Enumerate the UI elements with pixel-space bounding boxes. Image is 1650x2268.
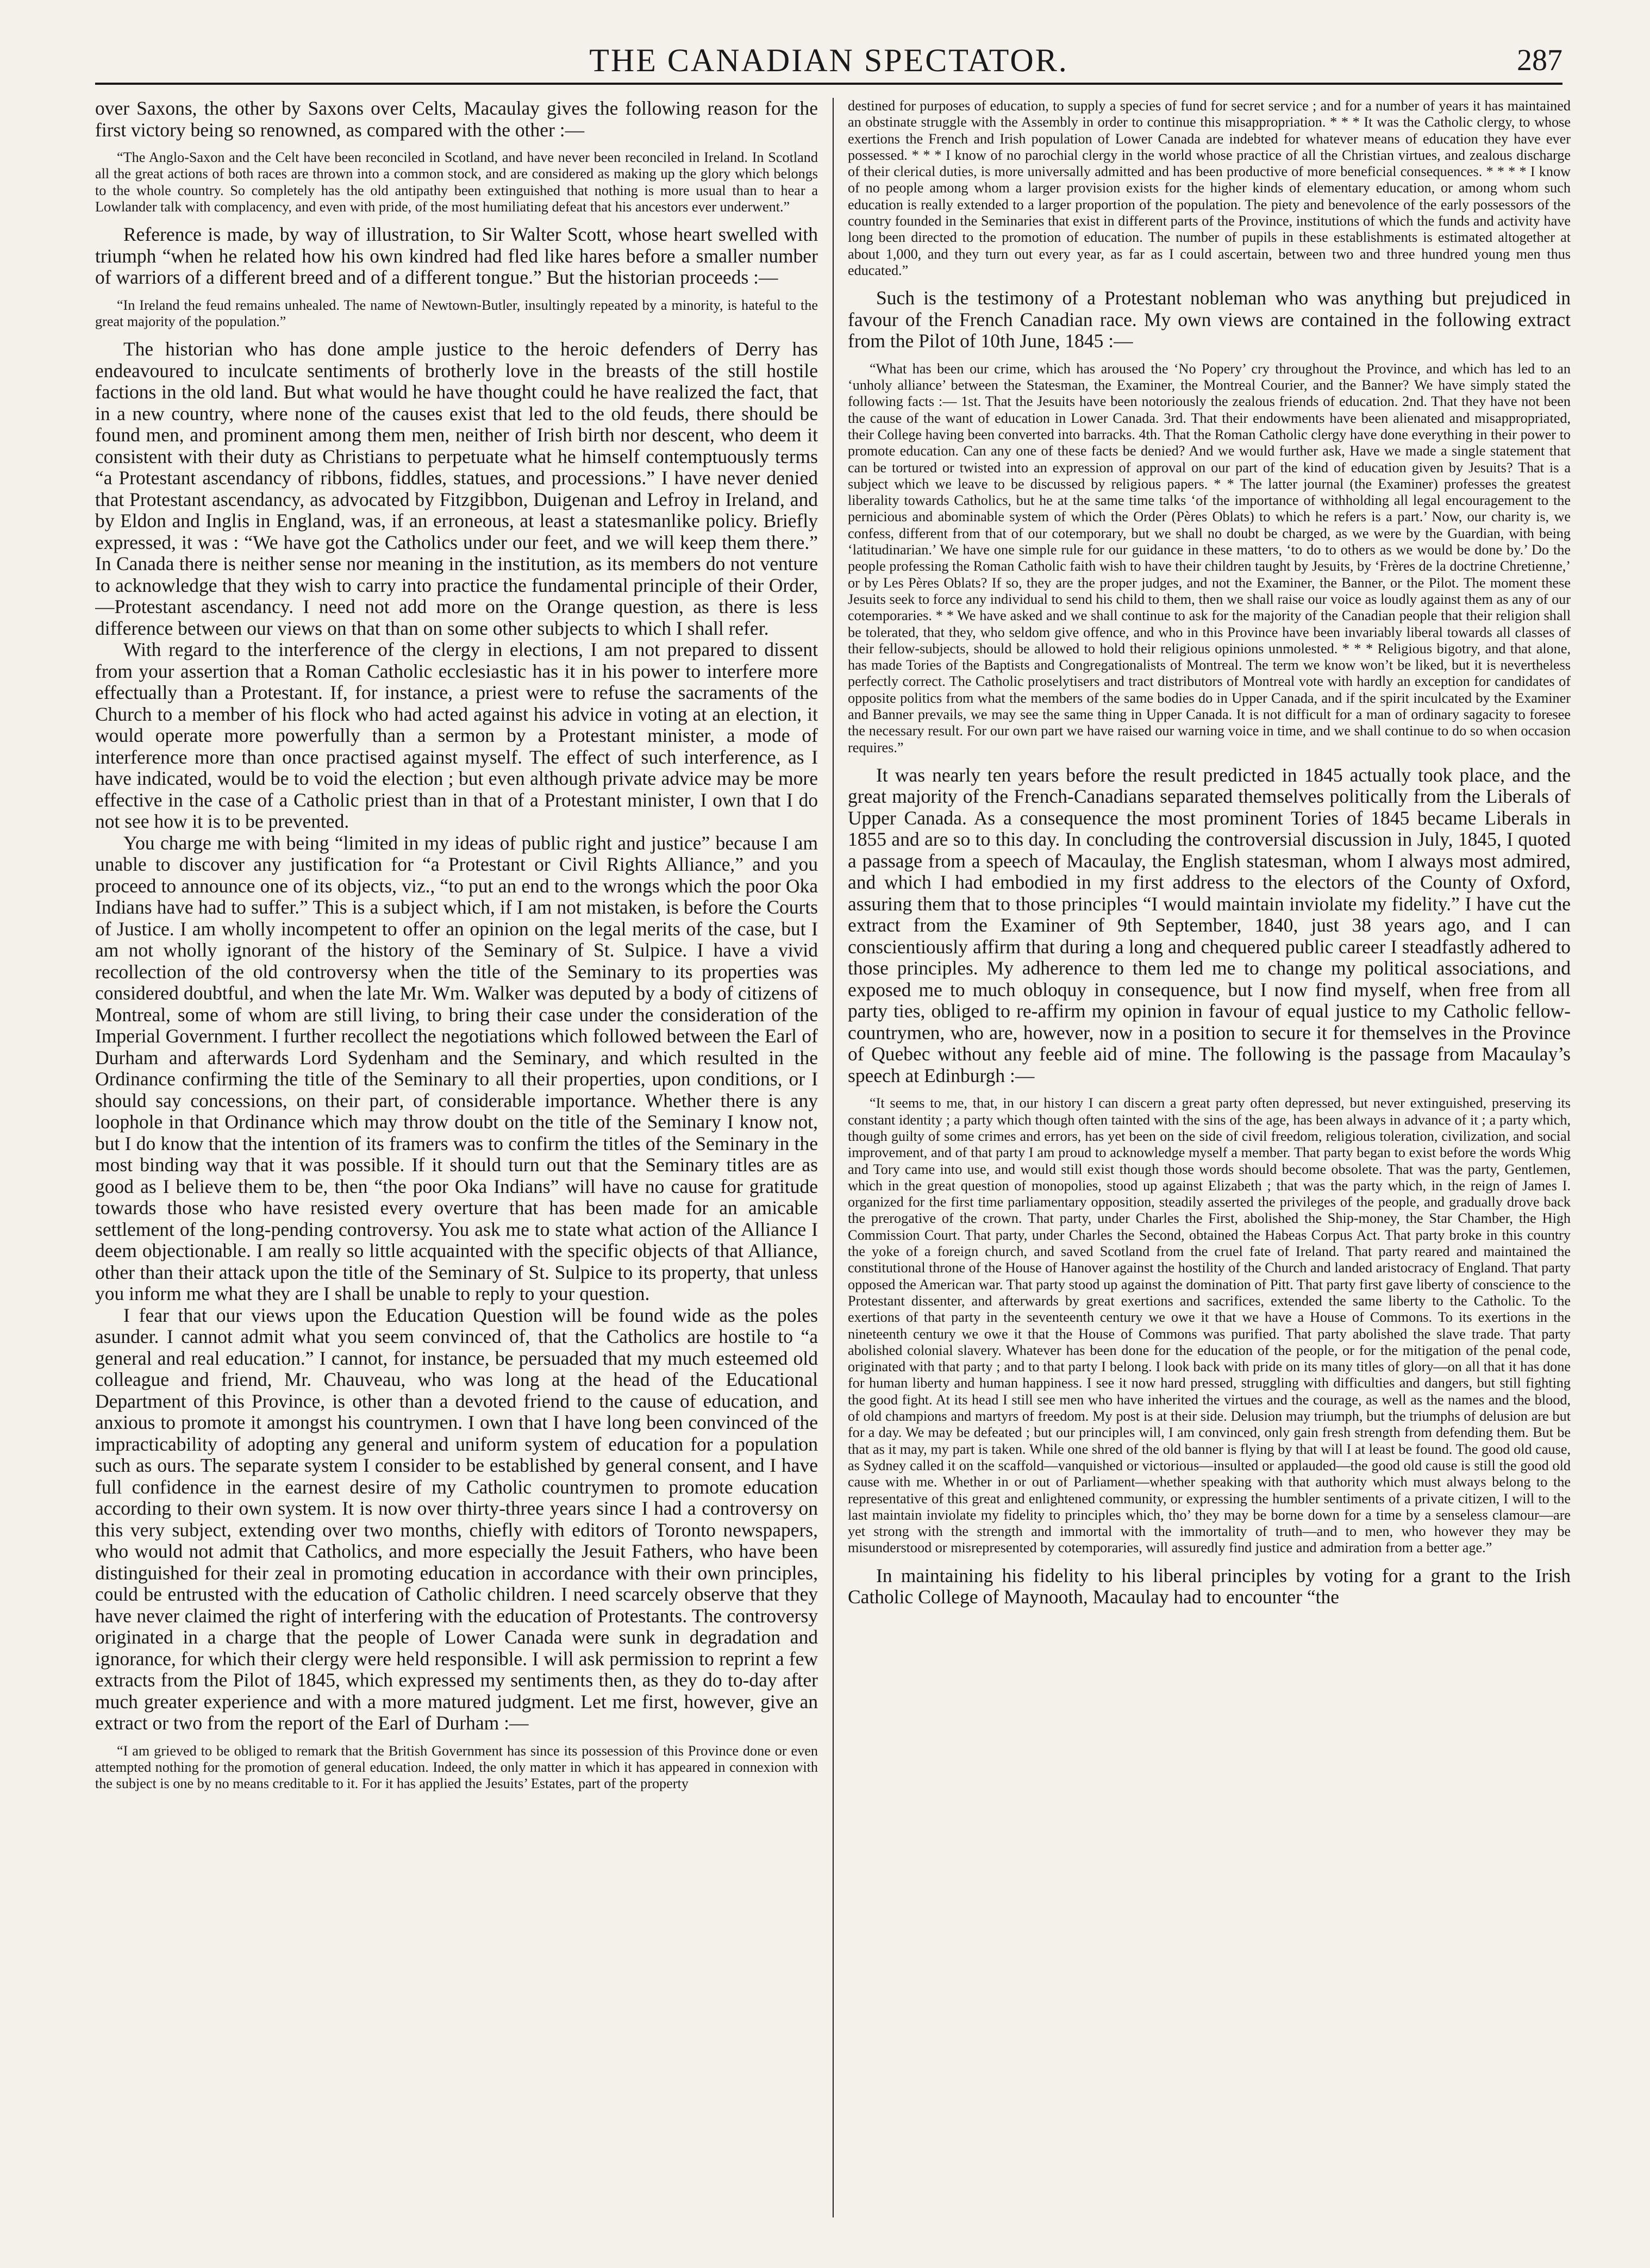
paragraph: over Saxons, the other by Saxons over Celts, Macaulay gives the following reason for the first victory being so renowned, as compared with the other :— [95, 98, 818, 141]
paragraph: The historian who has done ample justice to the heroic defenders of Derry has endeavoured to inculcate sentiments of brotherly love in the breasts of the still hostile factions in the old land. But what would he have thought could he have realized the fact, that in a new country, where none of the causes exist that led to the old feuds, there should be found men, and prominent among them men, neither of Irish birth nor descent, who deem it consistent with their duty as Christians to perpetuate what he himself contemptuously terms “a Protestant ascendancy of ribbons, fiddles, statues, and processions.” I have never denied that Protestant ascendancy, as advocated by Fitzgibbon, Duigenan and Lefroy in Ireland, and by Eldon and Inglis in England, was, if an erroneous, at least a statesmanlike policy. Briefly expressed, it was : “We have got the Catholics under our feet, and we will keep them there.” In Canada there is neither sense nor meaning in the institution, as its members do not venture to acknowledge that they wish to carry into practice the fundamental principle of their Order,—Protestant ascendancy. I need not add more on the Orange question, as there is less difference between our views on that than on some other subjects to which I shall refer. [95, 338, 818, 639]
block-quote-continued: destined for purposes of education, to supply a species of fund for secret service ; and for a number of years it has maintained an obstinate struggle with the Assembly in order to continue this misappropriation. * * * It was the Catholic clergy, to whose exertions the French and Irish population of Lower Canada are indebted for whatever means of education they have ever possessed. * * * I know of no parochial clergy in the world whose practice of all the Christian virtues, and zealous discharge of their clerical duties, is more universally admitted and has been productive of more beneficial consequences. * * * * I know of no people among whom a larger provision exists for the higher kinds of elementary education, or among whom such education is really extended to a larger proportion of the population. The piety and benevolence of the early possessors of the country founded in the Seminaries that exist in different parts of the Province, institutions of which the funds and activity have long been directed to the promotion of education. The number of pupils in these establishments is estimated altogether at about 1,000, and they turn out every year, as far as I could ascertain, between two and three hundred young men thus educated.” [848, 98, 1571, 278]
paragraph: In maintaining his fidelity to his liberal principles by voting for a grant to the Irish Catholic College of Maynooth, Macaulay had to encounter “the [848, 1564, 1571, 1608]
paragraph: It was nearly ten years before the result predicted in 1845 actually took place, and the great majority of the French-Canadians separated themselves politically from the Liberals of Upper Canada. As a consequence the most prominent Tories of 1845 became Liberals in 1855 and are so to this day. In concluding the controversial discussion in July, 1845, I quoted a passage from a speech of Macaulay, the English statesman, whom I always most admired, and which I had embodied in my first address to the electors of the County of Oxford, assuring them that to those principles “I would maintain inviolate my fidelity.” I have cut the extract from the Examiner of 9th September, 1840, just 38 years ago, and I can conscientiously affirm that during a long and chequered public career I steadfastly adhered to those principles. My adherence to them led me to change my political associations, and exposed me to much obloquy in consequence, but I now find myself, when free from all party ties, obliged to re-affirm my opinion in favour of equal justice to my Catholic fellow-countrymen, who are, however, now in a position to secure it for themselves in the Province of Quebec without any feeble aid of mine. The following is the passage from Macaulay’s speech at Edinburgh :— [848, 764, 1571, 1086]
page-number: 287 [1517, 43, 1562, 77]
right-column [848, 98, 1571, 2217]
paragraph: Reference is made, by way of illustration, to Sir Walter Scott, whose heart swelled with triumph “when he related how his own kindred had fled like hares before a smaller number of warriors of a different breed and of a different tongue.” But the historian proceeds :— [95, 223, 818, 289]
paragraph: Such is the testimony of a Protestant nobleman who was anything but prejudiced in favour of the French Canadian race. My own views are contained in the following extract from the Pilot of 10th June, 1845 :— [848, 287, 1571, 352]
paragraph: I fear that our views upon the Education Question will be found wide as the poles asunder. I cannot admit what you seem convinced of, that the Catholics are hostile to “a general and real education.” I cannot, for instance, be persuaded that my much esteemed old colleague and friend, Mr. Chauveau, who was long at the head of the Educational Department of this Province, is other than a devoted friend to the cause of education, and anxious to promote it amongst his countrymen. I own that I have long been convinced of the impracticability of adopting any general and uniform system of education for a population such as ours. The separate system I consider to be established by general consent, and I have full confidence in the earnest desire of my Catholic countrymen to promote education according to their own system. It is now over thirty-three years since I had a controversy on this very subject, extending over two months, chiefly with editors of Toronto newspapers, who would not admit that Catholics, and more especially the Jesuit Fathers, who have been distinguished for their zeal in promoting education in accordance with their own principles, could be entrusted with the education of Catholic children. I need scarcely observe that they have never claimed the right of interfering with the education of Protestants. The controversy originated in a charge that the people of Lower Canada were sunk in degradation and ignorance, for which their clergy were held responsible. I will ask permission to reprint a few extracts from the Pilot of 1845, which expressed my sentiments then, as they do to-day after much greater experience and with a more matured judgment. Let me first, however, give an extract or two from the report of the Earl of Durham :— [95, 1304, 818, 1734]
block-quote: “It seems to me, that, in our history I can discern a great party often depressed, but never extinguished, preserving its constant identity ; a party which though often tainted with the sins of the age, has been always in advance of it ; a party which, though guilty of some crimes and errors, has yet been on the side of civil freedom, religious toleration, civilization, and social improvement, and of that party I am proud to acknowledge myself a member. That party began to exist before the words Whig and Tory came into use, and would still exist though those words should become obsolete. That was the party, Gentlemen, which in the great question of monopolies, stood up against Elizabeth ; that was the party which, in the reign of James I. organized for the first time parliamentary opposition, steadily asserted the privileges of the people, and gradually drove back the prerogative of the crown. That party, under Charles the First, abolished the Ship-money, the Star Chamber, the High Commission Court. That party, under Charles the Second, obtained the Habeas Corpus Act. That party broke in this country the yoke of a foreign church, and saved Scotland from the cruel fate of Ireland. That party reared and maintained the constitutional throne of the House of Hanover against the hostility of the Church and landed aristocracy of England. That party opposed the American war. That party stood up against the domination of Pitt. That party first gave liberty of conscience to the Protestant dissenter, and afterwards by great exertions and sacrifices, extended the same liberty to the Catholic. To the exertions of that party in the seventeenth century we owe it that we have a House of Commons. To its exertions in the nineteenth century we owe it that the House of Commons was purified. That party abolished the slave trade. That party abolished colonial slavery. Whatever has been done for the education of the people, or for the mitigation of the penal code, originated with that party ; and to that party I belong. I look back with pride on its many titles of glory—on all that it has done for human liberty and human happiness. I see it now hard pressed, struggling with difficulties and dangers, but still fighting the good fight. At its head I still see men who have inherited the virtues and the courage, as well as the names and the blood, of old champions and martyrs of freedom. My post is at their side. Delusion may triumph, but the triumphs of delusion are but for a day. We may be defeated ; but our principles will, I am convinced, only gain fresh strength from defending them. But be that as it may, my part is taken. While one shred of the old banner is flying by that will I at least be found. The good old cause, as Sydney called it on the scaffold—vanquished or victorious—insulted or applauded—the good old cause is still the good old cause with me. Whether in or out of Parliament—whether speaking with that authority which must always belong to the representative of this great and enlightened community, or expressing the humbler sentiments of a private citizen, I will to the last maintain inviolate my fidelity to principles which, tho’ they may be borne down for a time by a senseless clamour—are yet strong with the strength and immortal with the immortality of truth—and to men, who however they may be misunderstood or misrepresented by cotemporaries, will assuredly find justice and admiration from a better age.” [848, 1095, 1571, 1556]
paragraph: You charge me with being “limited in my ideas of public right and justice” because I am unable to discover any justification for “a Protestant or Civil Rights Alliance,” and you proceed to announce one of its objects, viz., “to put an end to the wrongs which the poor Oka Indians have had to suffer.” This is a subject which, if I am not mistaken, is before the Courts of Justice. I am wholly incompetent to offer an opinion on the legal merits of the case, but I am not wholly ignorant of the history of the Seminary of St. Sulpice. I have a vivid recollection of the old controversy when the title of the Seminary to its properties was considered doubtful, and when the late Mr. Wm. Walker was deputed by a body of citizens of Montreal, some of whom are still living, to bring their case under the consideration of the Imperial Government. I further recollect the negotiations which followed between the Earl of Durham and afterwards Lord Sydenham and the Seminary, and which resulted in the Ordinance confirming the title of the Seminary to all their properties, upon conditions, or I should say concessions, on their part, of considerable importance. Whether there is any loophole in that Ordinance which may throw doubt on the title of the Seminary I know not, but I do know that the intention of its framers was to confirm the titles of the Seminary in the most binding way that it was possible. If it should turn out that the Seminary titles are as good as I believe them to be, then “the poor Oka Indians” will have no cause for gratitude towards those who have resisted every overture that has been made for an amicable settlement of the long-pending controversy. You ask me to state what action of the Alliance I deem objectionable. I am really so little acquainted with the specific objects of that Alliance, other than their attack upon the title of the Seminary of St. Sulpice to its property, that unless you inform me what they are I shall be unable to reply to your question. [95, 832, 818, 1305]
block-quote: “I am grieved to be obliged to remark that the British Government has since its possession of this Province done or even attempted nothing for the promotion of general education. Indeed, the only matter in which it has appeared in connexion with the subject is one by no means creditable to it. For it has applied the Jesuits’ Estates, part of the property [95, 1742, 818, 1792]
publication-title: THE CANADIAN SPECTATOR. [589, 42, 1068, 78]
block-quote: “The Anglo-Saxon and the Celt have been reconciled in Scotland, and have never been reconciled in Ireland. In Scotland all the great actions of both races are thrown into a common stock, and are considered as making up the glory which belongs to the whole country. So completely has the old antipathy been extinguished that nothing is more usual than to hear a Lowlander talk with complacency, and even with pride, of the most humiliating defeat that his ancestors ever underwent.” [95, 149, 818, 215]
left-column [95, 98, 818, 2217]
masthead [95, 39, 1562, 85]
block-quote: “What has been our crime, which has aroused the ‘No Popery’ cry throughout the Province, and which has led to an ‘unholy alliance’ between the Statesman, the Examiner, the Montreal Courier, and the Banner? We have simply stated the following facts :— 1st. That the Jesuits have been notoriously the zealous friends of education. 2nd. That they have not been the cause of the want of education in Lower Canada. 3rd. That their endowments have been alienated and misappropriated, their College having been converted into barracks. 4th. That the Roman Catholic clergy have done everything in their power to promote education. Can any one of these facts be denied? And we would further ask, Have we made a single statement that can be tortured or twisted into an expression of approval on our part of the kind of education given by Jesuits? That is a subject which we leave to be discussed by religious papers. * * The latter journal (the Examiner) professes the greatest liberality towards Catholics, but he at the same time talks ‘of the importance of withholding all legal encouragement to the pernicious and abominable system of which the Order (Pères Oblats) to which he refers is a part.’ Now, our charity is, we confess, different from that of our cotemporary, but we shall no doubt be charged, as we were by the Guardian, with being ‘latitudinarian.’ We have one simple rule for our guidance in these matters, ‘to do to others as we would be done by.’ Do the people professing the Roman Catholic faith wish to have their children taught by Jesuits, by ‘Frères de la doctrine Chretienne,’ or by Les Pères Oblats? If so, they are the proper judges, and not the Examiner, the Banner, or the Pilot. The moment these Jesuits seek to force any individual to send his child to them, then we shall raise our voice as loudly against them as any of our cotemporaries. * * We have asked and we shall continue to ask for the majority of the Canadian people that their religion shall be tolerated, that they, who seldom give offence, and who in this Province have been invariably liberal towards all classes of their fellow-subjects, should be allowed to hold their religious opinions unmolested. * * * Religious bigotry, and that alone, has made Tories of the Baptists and Congregationalists of Montreal. The term we know won’t be liked, but it is nevertheless perfectly correct. The Catholic proselytisers and tract distributors of Montreal vote with hardly an exception for candidates of opposite politics from what the members of the same bodies do in Upper Canada, and if the spirit inculcated by the Examiner and Banner prevails, we may see the same thing in Upper Canada. It is not difficult for a man of ordinary sagacity to foresee the necessary result. For our own part we have raised our warning voice in time, and we shall continue to do so when occasion requires.” [848, 360, 1571, 755]
paragraph: With regard to the interference of the clergy in elections, I am not prepared to dissent from your assertion that a Roman Catholic ecclesiastic has it in his power to interfere more effectually than a Protestant. If, for instance, a priest were to refuse the sacraments of the Church to a member of his flock who had acted against his advice in voting at an election, it would operate more powerfully than a sermon by a Protestant minister, a mode of interference more than once practised against myself. The effect of such interference, as I have indicated, would be to void the election ; but even although private advice may be more effective in the case of a Catholic priest than in that of a Protestant minister, I own that I do not see how it is to be prevented. [95, 639, 818, 833]
block-quote: “In Ireland the feud remains unhealed. The name of Newtown-Butler, insultingly repeated by a minority, is hateful to the great majority of the population.” [95, 297, 818, 329]
column-divider [833, 98, 834, 2217]
